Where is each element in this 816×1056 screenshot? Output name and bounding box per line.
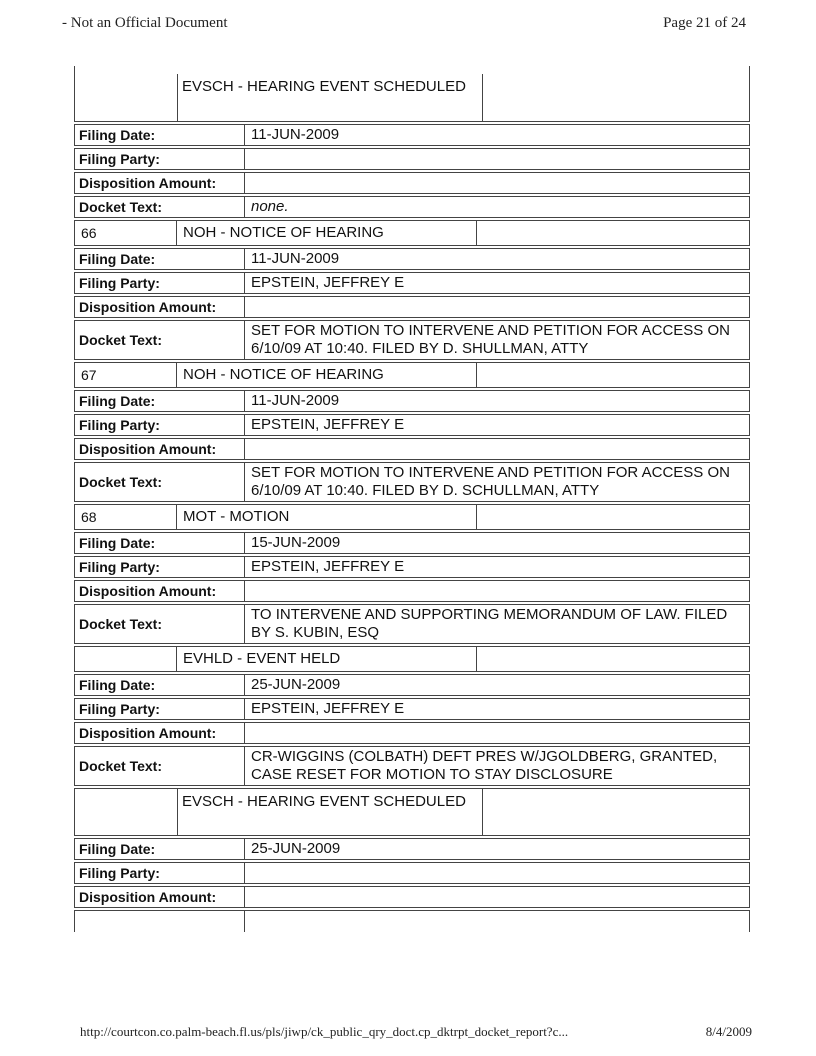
disposition-amount-row bbox=[74, 722, 750, 744]
entry-code: NOH - NOTICE OF HEARING bbox=[177, 363, 477, 387]
docket-text-value: none. bbox=[251, 198, 289, 215]
docket-text-value: SET FOR MOTION TO INTERVENE AND PETITION FOR ACCESS ON 6/10/09 AT 10:40. FILED BY D. SHULLMAN, ATTY bbox=[251, 322, 730, 357]
disposition-amount-label: Disposition Amount: bbox=[75, 723, 245, 743]
entry-header bbox=[74, 646, 750, 672]
docket-text-label: Docket Text: bbox=[75, 321, 245, 359]
filing-date-row bbox=[74, 390, 750, 412]
filing-party-value bbox=[245, 149, 749, 169]
filing-party-value: EPSTEIN, JEFFREY E bbox=[251, 558, 405, 575]
truncated-label-cell bbox=[75, 911, 245, 932]
entry-number: 66 bbox=[75, 221, 177, 245]
disposition-amount-value bbox=[245, 439, 749, 459]
docket-text-row bbox=[74, 320, 750, 360]
entry-header bbox=[74, 220, 750, 246]
docket-text-row bbox=[74, 604, 750, 644]
filing-party-label: Filing Party: bbox=[75, 557, 245, 577]
truncated-row bbox=[74, 910, 750, 932]
disposition-amount-row bbox=[74, 438, 750, 460]
disposition-amount-value bbox=[245, 887, 749, 907]
disposition-amount-row bbox=[74, 172, 750, 194]
event-code: EVSCH - HEARING EVENT SCHEDULED bbox=[177, 74, 483, 121]
filing-party-label: Filing Party: bbox=[75, 863, 245, 883]
filing-date-value: 15-JUN-2009 bbox=[251, 534, 341, 551]
filing-party-row bbox=[74, 862, 750, 884]
docket-text-row bbox=[74, 196, 750, 218]
entry-code: NOH - NOTICE OF HEARING bbox=[177, 221, 477, 245]
docket-text-value: TO INTERVENE AND SUPPORTING MEMORANDUM OF LAW. FILED BY S. KUBIN, ESQ bbox=[251, 606, 728, 641]
filing-date-label: Filing Date: bbox=[75, 839, 245, 859]
filing-party-row bbox=[74, 556, 750, 578]
docket-text-value: SET FOR MOTION TO INTERVENE AND PETITION FOR ACCESS ON 6/10/09 AT 10:40. FILED BY D. SCHULLMAN, ATTY bbox=[251, 464, 730, 499]
disposition-amount-value bbox=[245, 297, 749, 317]
disposition-amount-value bbox=[245, 581, 749, 601]
footer-date: 8/4/2009 bbox=[705, 1024, 752, 1039]
filing-party-value bbox=[245, 863, 749, 883]
disposition-amount-row bbox=[74, 296, 750, 318]
entry-number: 67 bbox=[75, 363, 177, 387]
docket-text-label: Docket Text: bbox=[75, 197, 245, 217]
docket-text-value: CR-WIGGINS (COLBATH) DEFT PRES W/JGOLDBERG, GRANTED, CASE RESET FOR MOTION TO STAY DISCLOSURE bbox=[251, 748, 718, 783]
filing-date-row bbox=[74, 532, 750, 554]
entry-number bbox=[75, 647, 177, 671]
docket-text-row bbox=[74, 746, 750, 786]
filing-date-label: Filing Date: bbox=[75, 249, 245, 269]
event-header-evsch bbox=[74, 788, 750, 836]
filing-party-label: Filing Party: bbox=[75, 273, 245, 293]
header-disclaimer: - Not an Official Document bbox=[62, 15, 228, 31]
filing-date-value: 11-JUN-2009 bbox=[251, 250, 340, 267]
filing-date-row bbox=[74, 838, 750, 860]
filing-date-row bbox=[74, 124, 750, 146]
docket-text-row bbox=[74, 462, 750, 502]
docket-text-label: Docket Text: bbox=[75, 747, 245, 785]
disposition-amount-value bbox=[245, 173, 749, 193]
filing-date-label: Filing Date: bbox=[75, 675, 245, 695]
filing-date-label: Filing Date: bbox=[75, 391, 245, 411]
page-number: Page 21 of 24 bbox=[663, 15, 746, 31]
filing-date-label: Filing Date: bbox=[75, 125, 245, 145]
docket-table bbox=[74, 66, 750, 932]
filing-party-row bbox=[74, 272, 750, 294]
filing-party-value: EPSTEIN, JEFFREY E bbox=[251, 700, 405, 717]
disposition-amount-label: Disposition Amount: bbox=[75, 297, 245, 317]
entry-code: MOT - MOTION bbox=[177, 505, 477, 529]
filing-date-row bbox=[74, 248, 750, 270]
filing-date-value: 11-JUN-2009 bbox=[251, 126, 340, 143]
filing-party-row bbox=[74, 148, 750, 170]
disposition-amount-row bbox=[74, 886, 750, 908]
entry-header bbox=[74, 362, 750, 388]
filing-date-label: Filing Date: bbox=[75, 533, 245, 553]
event-code: EVSCH - HEARING EVENT SCHEDULED bbox=[177, 789, 483, 835]
filing-party-value: EPSTEIN, JEFFREY E bbox=[251, 416, 405, 433]
disposition-amount-label: Disposition Amount: bbox=[75, 581, 245, 601]
docket-text-label: Docket Text: bbox=[75, 463, 245, 501]
disposition-amount-value bbox=[245, 723, 749, 743]
page-footer bbox=[80, 1024, 752, 1040]
filing-party-label: Filing Party: bbox=[75, 149, 245, 169]
disposition-amount-row bbox=[74, 580, 750, 602]
filing-party-label: Filing Party: bbox=[75, 415, 245, 435]
entry-number: 68 bbox=[75, 505, 177, 529]
filing-party-value: EPSTEIN, JEFFREY E bbox=[251, 274, 405, 291]
disposition-amount-label: Disposition Amount: bbox=[75, 887, 245, 907]
entry-header bbox=[74, 504, 750, 530]
filing-party-row bbox=[74, 414, 750, 436]
footer-url: http://courtcon.co.palm-beach.fl.us/pls/jiwp/ck_public_qry_doct.cp_dktrpt_docket_report?c... bbox=[80, 1024, 569, 1039]
event-header-evsch bbox=[74, 66, 750, 122]
filing-date-row bbox=[74, 674, 750, 696]
docket-text-label: Docket Text: bbox=[75, 605, 245, 643]
disposition-amount-label: Disposition Amount: bbox=[75, 173, 245, 193]
disposition-amount-label: Disposition Amount: bbox=[75, 439, 245, 459]
filing-party-row bbox=[74, 698, 750, 720]
entry-code: EVHLD - EVENT HELD bbox=[177, 647, 477, 671]
filing-party-label: Filing Party: bbox=[75, 699, 245, 719]
filing-date-value: 25-JUN-2009 bbox=[251, 840, 341, 857]
filing-date-value: 11-JUN-2009 bbox=[251, 392, 340, 409]
filing-date-value: 25-JUN-2009 bbox=[251, 676, 341, 693]
